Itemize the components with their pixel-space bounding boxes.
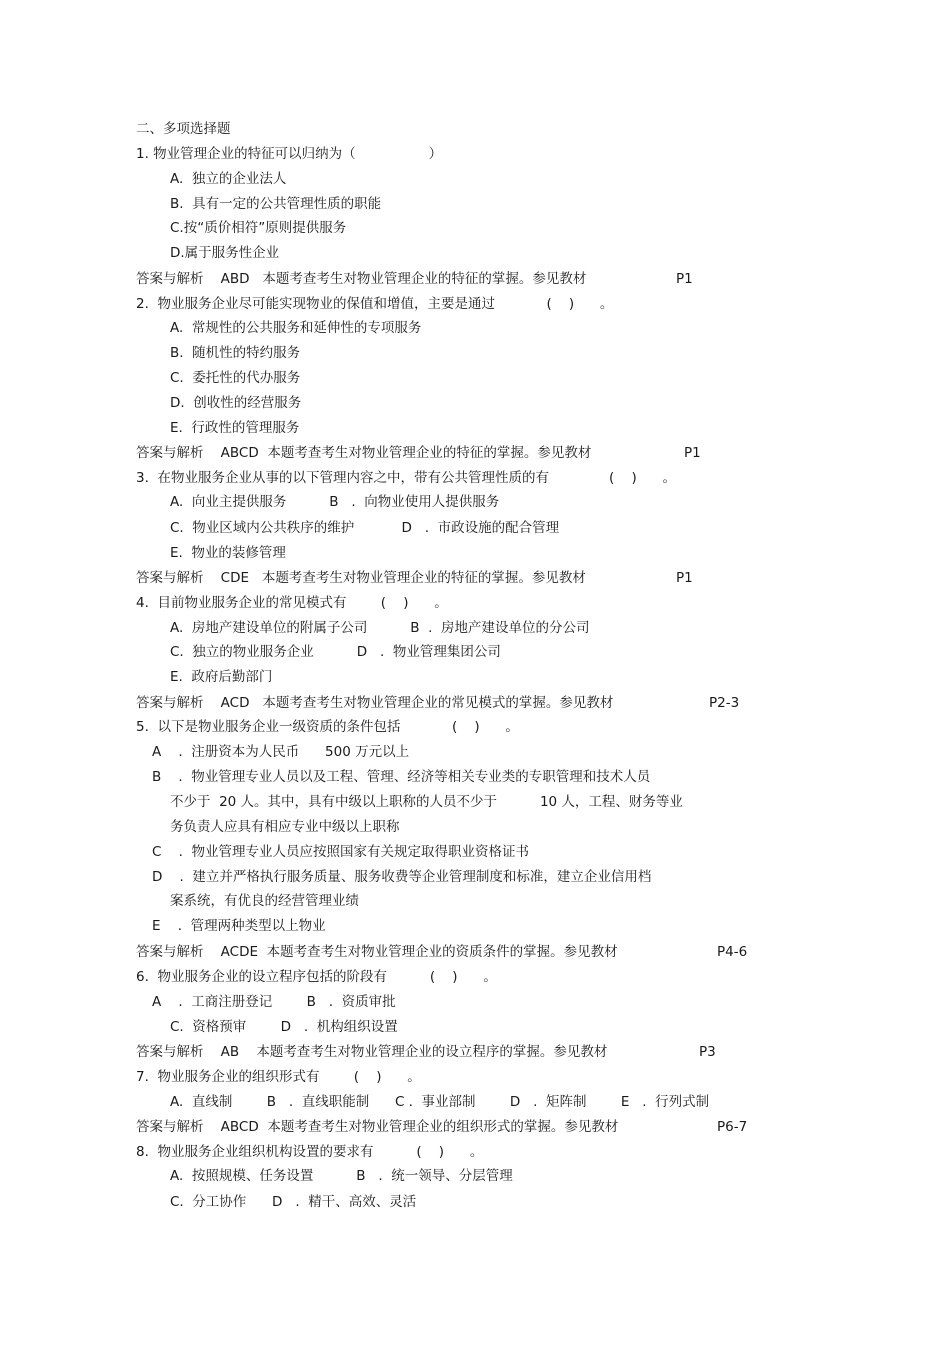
question-3-page-ref: P1 xyxy=(676,570,693,586)
question-3-option-e: E. 物业的装修管理 xyxy=(170,545,286,561)
question-4-options-ab: A. 房地产建设单位的附属子公司 B . 房地产建设单位的分公司 xyxy=(170,620,590,636)
question-4-stem: 4. 目前物业服务企业的常见模式有 ( ) 。 xyxy=(136,595,448,611)
question-6-page-ref: P3 xyxy=(699,1044,716,1060)
question-2-option-e: E. 行政性的管理服务 xyxy=(170,420,300,436)
question-1-option-d: D.属于服务性企业 xyxy=(170,245,280,261)
question-3-answer: 答案与解析 CDE 本题考查考生对物业管理企业的特征的掌握。参见教材 xyxy=(136,570,586,586)
question-2-page-ref: P1 xyxy=(684,445,701,461)
question-2-option-c: C. 委托性的代办服务 xyxy=(170,370,301,386)
question-7-answer: 答案与解析 ABCD 本题考查考生对物业管理企业的组织形式的掌握。参见教材 xyxy=(136,1119,619,1135)
question-1-option-c: C.按“质价相符”原则提供服务 xyxy=(170,220,347,236)
question-5-option-d-line-2: 案系统，有优良的经营管理业绩 xyxy=(170,893,359,909)
section-title: 二、多项选择题 xyxy=(136,121,231,137)
question-1-stem: 1. 物业管理企业的特征可以归纳为（ ） xyxy=(136,146,443,162)
question-6-options-cd: C. 资格预审 D . 机构组织设置 xyxy=(170,1019,398,1035)
question-5-option-b-line-1: B . 物业管理专业人员以及工程、管理、经济等相关专业类的专职管理和技术人员 xyxy=(152,769,651,785)
question-2-option-a: A. 常规性的公共服务和延伸性的专项服务 xyxy=(170,320,422,336)
question-2-answer: 答案与解析 ABCD 本题考查考生对物业管理企业的特征的掌握。参见教材 xyxy=(136,445,592,461)
question-5-page-ref: P4-6 xyxy=(717,944,748,960)
question-4-page-ref: P2-3 xyxy=(709,695,740,711)
question-2-stem: 2. 物业服务企业尽可能实现物业的保值和增值，主要是通过 ( ) 。 xyxy=(136,296,614,312)
question-6-options-ab: A . 工商注册登记 B . 资质审批 xyxy=(152,994,396,1010)
question-5-option-b-line-3: 务负责人应具有相应专业中级以上职称 xyxy=(170,819,400,835)
question-8-options-cd: C. 分工协作 D . 精干、高效、灵活 xyxy=(170,1194,417,1210)
question-2-option-b: B. 随机性的特约服务 xyxy=(170,345,301,361)
question-5-stem: 5. 以下是物业服务企业一级资质的条件包括 ( ) 。 xyxy=(136,719,519,735)
question-1-option-b: B. 具有一定的公共管理性质的职能 xyxy=(170,196,382,212)
question-4-option-e: E. 政府后勤部门 xyxy=(170,669,273,685)
question-8-stem: 8. 物业服务企业组织机构设置的要求有 ( ) 。 xyxy=(136,1144,484,1160)
question-7-options: A. 直线制 B . 直线职能制 C . 事业部制 D . 矩阵制 E . 行列式制 xyxy=(170,1094,710,1110)
question-7-page-ref: P6-7 xyxy=(717,1119,748,1135)
question-5-option-b-line-2: 不少于 20 人。其中，具有中级以上职称的人员不少于 10 人，工程、财务等业 xyxy=(170,794,683,810)
question-5-option-d-line-1: D . 建立并严格执行服务质量、服务收费等企业管理制度和标准，建立企业信用档 xyxy=(152,869,652,885)
question-4-answer: 答案与解析 ACD 本题考查考生对物业管理企业的常见模式的掌握。参见教材 xyxy=(136,695,614,711)
question-1-page-ref: P1 xyxy=(676,271,693,287)
question-3-options-cd: C. 物业区域内公共秩序的维护 D . 市政设施的配合管理 xyxy=(170,520,560,536)
question-4-options-cd: C. 独立的物业服务企业 D . 物业管理集团公司 xyxy=(170,644,501,660)
question-6-answer: 答案与解析 AB 本题考查考生对物业管理企业的设立程序的掌握。参见教材 xyxy=(136,1044,608,1060)
question-3-options-ab: A. 向业主提供服务 B . 向物业使用人提供服务 xyxy=(170,494,500,510)
question-5-option-e: E . 管理两种类型以上物业 xyxy=(152,918,326,934)
question-2-option-d: D. 创收性的经营服务 xyxy=(170,395,302,411)
question-8-options-ab: A. 按照规模、任务设置 B . 统一领导、分层管理 xyxy=(170,1168,513,1184)
question-5-option-a: A . 注册资本为人民币 500 万元以上 xyxy=(152,744,410,760)
question-6-stem: 6. 物业服务企业的设立程序包括的阶段有 ( ) 。 xyxy=(136,969,497,985)
question-7-stem: 7. 物业服务企业的组织形式有 ( ) 。 xyxy=(136,1069,421,1085)
question-1-option-a: A. 独立的企业法人 xyxy=(170,171,287,187)
question-5-answer: 答案与解析 ACDE 本题考查考生对物业管理企业的资质条件的掌握。参见教材 xyxy=(136,944,618,960)
question-3-stem: 3. 在物业服务企业从事的以下管理内容之中，带有公共管理性质的有 ( ) 。 xyxy=(136,470,676,486)
question-5-option-c: C . 物业管理专业人员应按照国家有关规定取得职业资格证书 xyxy=(152,844,529,860)
question-1-answer: 答案与解析 ABD 本题考查考生对物业管理企业的特征的掌握。参见教材 xyxy=(136,271,587,287)
